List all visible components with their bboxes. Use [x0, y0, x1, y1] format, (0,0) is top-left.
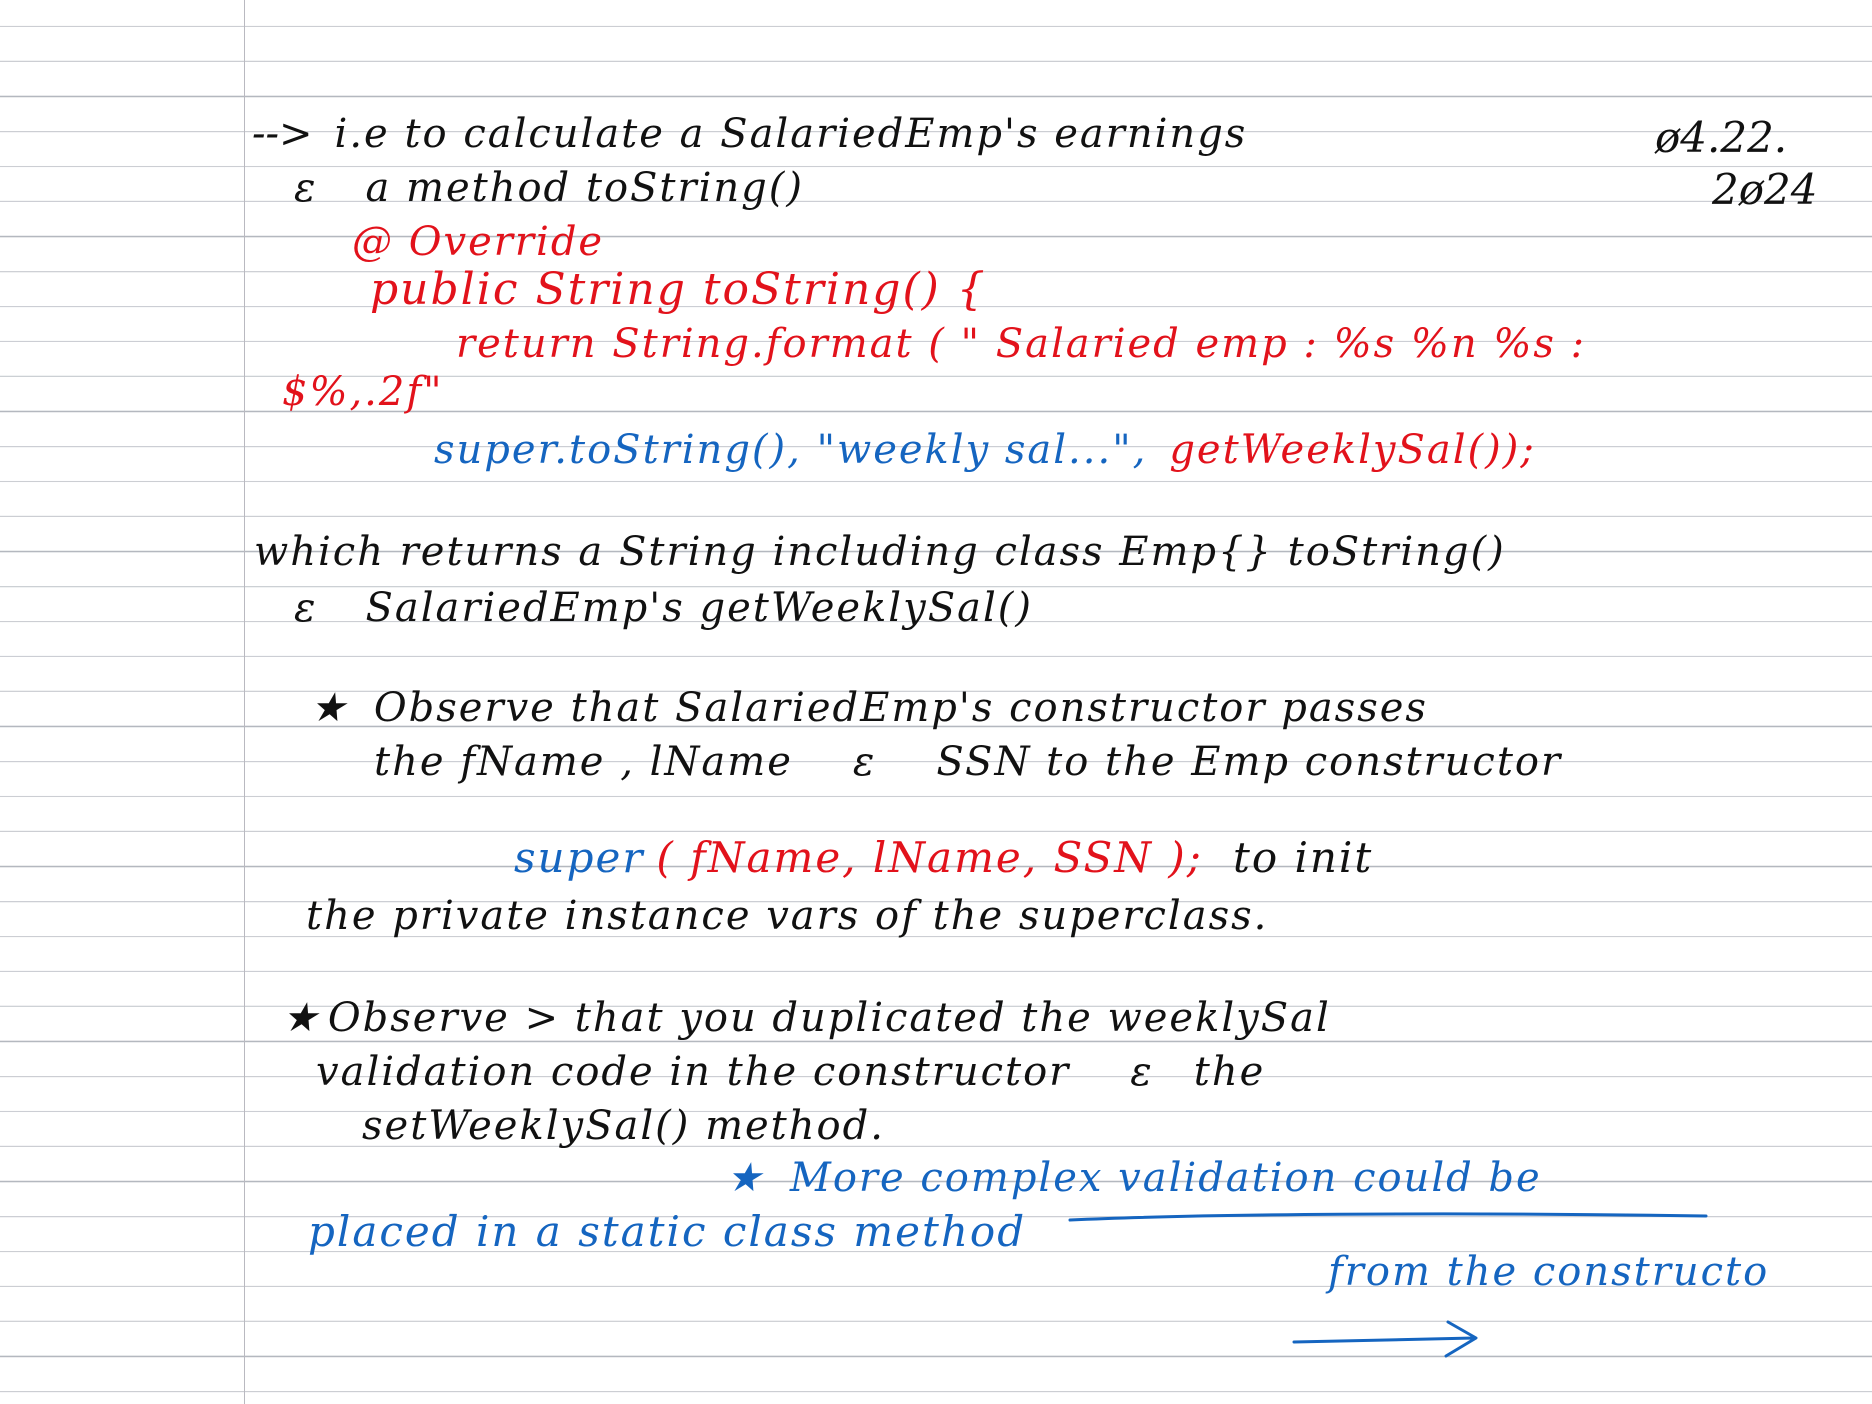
- ampersand-symbol: ε: [852, 739, 877, 785]
- superclass-vars-line: the private instance vars of the superclass.: [306, 893, 1269, 939]
- star-icon: ★: [726, 1155, 762, 1201]
- para1-line-2-text: SalariedEmp's getWeeklySal(): [365, 585, 1033, 631]
- return-statement: return String.format ( " Salaried emp : %s %n %s :: [456, 321, 1587, 367]
- note-line-1: [726, 1156, 1542, 1200]
- star-icon: ★: [282, 995, 318, 1041]
- para3-line-1: [282, 996, 1331, 1040]
- para3-line-2a: validation code in the constructor: [316, 1049, 1071, 1095]
- format-arguments-red: getWeeklySal());: [1169, 427, 1536, 473]
- para2-line-2b: SSN to the Emp constructor: [936, 739, 1563, 785]
- format-specifier-tail: $%,.2f": [282, 369, 444, 415]
- intro-line-1: [252, 112, 1247, 156]
- override-annotation: @ Override: [352, 219, 605, 265]
- super-keyword: super: [514, 833, 645, 882]
- para2-line-2: [374, 740, 1562, 784]
- star-icon: ★: [310, 685, 346, 731]
- para2-line-1: [310, 686, 1428, 730]
- super-arguments: ( fName, lName, SSN );: [656, 833, 1203, 882]
- para2-line-2a: the fName , lName: [374, 739, 793, 785]
- intro-line-2-text: a method toString(): [365, 165, 804, 211]
- para1-line-2: [294, 586, 1033, 630]
- super-call-tail: to init: [1232, 833, 1374, 882]
- format-arguments-line: [434, 428, 1536, 472]
- date-line-1: ø4.22.: [1655, 113, 1788, 162]
- intro-line-1-text: i.e to calculate a SalariedEmp's earnings: [334, 111, 1248, 157]
- ampersand-symbol: ε: [294, 585, 316, 631]
- para3-line-1-text: Observe > that you duplicated the weeklySal: [327, 995, 1331, 1041]
- note-arrow-icon: [1294, 1322, 1476, 1356]
- date-line-2: 2ø24: [1712, 165, 1818, 214]
- note-line-2: placed in a static class method: [308, 1207, 1027, 1256]
- intro-line-2: [294, 166, 804, 210]
- para3-line-2: [316, 1050, 1265, 1094]
- para3-line-3: setWeeklySal() method.: [362, 1103, 885, 1149]
- para1-line-1: which returns a String including class Emp{} toString(): [254, 529, 1506, 575]
- note-underline: [1070, 1214, 1706, 1220]
- note-line-3: from the constructo: [1328, 1249, 1770, 1295]
- format-arguments-blue: super.toString(), "weekly sal...",: [434, 427, 1148, 473]
- arrow-glyph: -->: [252, 111, 313, 157]
- tostring-signature: public String toString() {: [370, 264, 987, 315]
- para2-line-1-text: Observe that SalariedEmp's constructor passes: [373, 685, 1428, 731]
- ampersand-symbol: ε: [1130, 1049, 1154, 1095]
- note-line-1-text: More complex validation could be: [789, 1155, 1542, 1201]
- para3-line-2b: the: [1193, 1049, 1266, 1095]
- margin-line: [244, 0, 245, 1404]
- super-constructor-call: [514, 833, 1374, 882]
- ampersand-symbol: ε: [294, 165, 316, 211]
